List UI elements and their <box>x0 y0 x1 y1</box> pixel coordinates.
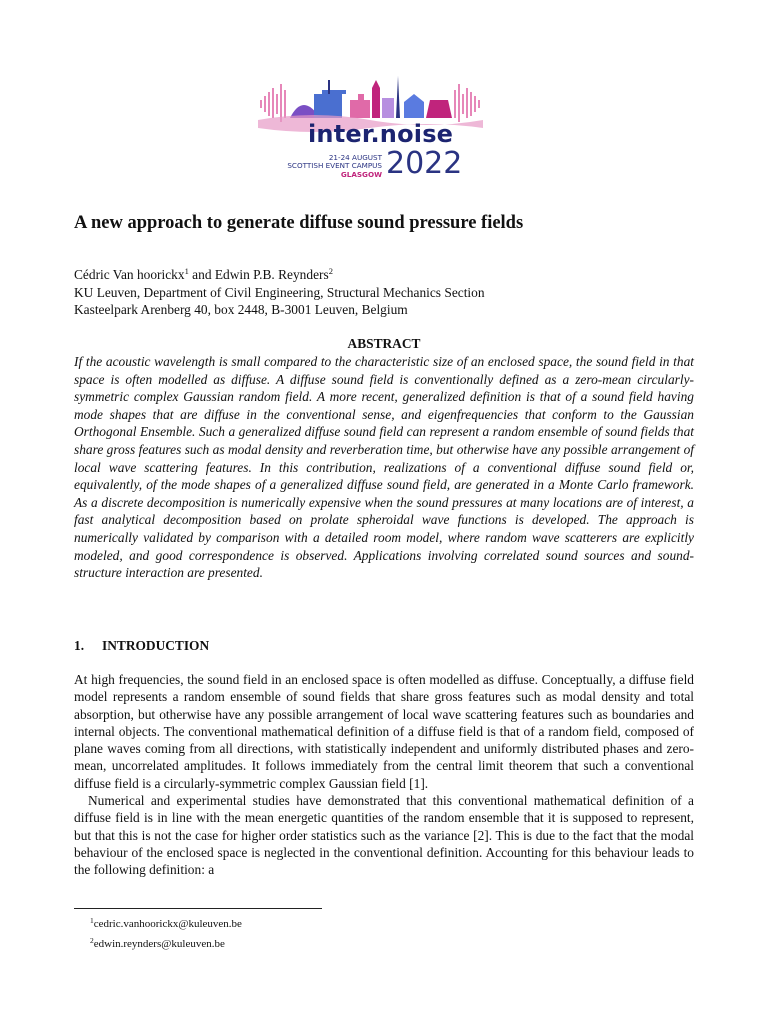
paragraph: Numerical and experimental studies have demonstrated that this conventional mathematical definition of a diffuse field is in line with the mean energetic quantities of the random ensemble that it is supposed to represent, but that this is not the case for higher order statistics such as the variance [2]. This is due to the fact that the modal behaviour of the enclosed space is neglected in the conventional definition. Accounting for this behaviour leads to the following definition: a <box>74 793 694 878</box>
footnote-divider <box>74 908 322 909</box>
logo-wordmark: inter.noise <box>308 120 454 148</box>
paragraph: At high frequencies, the sound field in an enclosed space is often modelled as diffuse. Conceptually, a diffuse field model represents a random ensemble of sound fields that share gross features such as modal density and total absorption, but otherwise have any possible arrangement of local wave scattering features such as boundaries and internal objects. The conventional mathematical definition of a diffuse field is that of a random field, composed of plane waves coming from all directions, with statistically independent and uniformly distributed phases and zero-mean, uncorrelated amplitudes. It follows immediately from the central limit theorem that such a conventional diffuse field is a circularly-symmetric complex Gaussian field [1]. <box>74 672 694 791</box>
author-line <box>74 266 714 284</box>
section-number: 1. <box>74 638 85 653</box>
author-block <box>74 266 714 319</box>
footnote-2-mark: 2 <box>90 936 94 945</box>
footnote-1 <box>90 914 242 934</box>
footnote-1-email[interactable]: cedric.vanhoorickx@kuleuven.be <box>93 918 242 930</box>
logo-event-info <box>278 154 382 179</box>
affiliation: KU Leuven, Department of Civil Engineering, Structural Mechanics Section <box>74 284 485 300</box>
author-1-footnote-mark: 1 <box>184 266 189 276</box>
introduction-body <box>74 671 694 879</box>
logo-city: GLASGOW <box>340 169 382 179</box>
author-2-footnote-mark: 2 <box>328 266 333 276</box>
address: Kasteelpark Arenberg 40, box 2448, B-3001 Leuven, Belgium <box>74 302 408 317</box>
logo-venue: SCOTTISH EVENT CAMPUS <box>287 161 382 171</box>
abstract-text: If the acoustic wavelength is small compared to the characteristic size of an enclosed space, the sound field in that space is often modelled as diffuse. A diffuse sound field is conventionally defined as a zero-mean circularly-symmetric complex Gaussian random field. A more recent, generalized definition is that of a sound field having mode shapes that are diffuse in the conventional sense, and eigenfrequencies that conform to the Gaussian Orthogonal Ensemble. Such a generalized diffuse sound field can represent a random ensemble of sound fields that share gross features such as modal density and reverberation time, but otherwise have any possible arrangement of local wave scattering features. In this contribution, realizations of a conventional diffuse sound field or, equivalently, of the mode shapes of a generalized diffuse sound field, are generated in a Monte Carlo framework. As a discrete decomposition is numerically expensive when the sound pressures at many locations are of interest, a fast analytical decomposition based on prolate spheroidal wave functions is developed. The approach is numerically validated by comparison with a detailed room model, where random wave scatterers are explicitly modeled, and good correspondence is observed. Applications involving correlated sound sources and sound-structure interaction are presented. <box>74 354 694 581</box>
paper-title: A new approach to generate diffuse sound pressure fields <box>74 213 524 233</box>
logo-year: 2022 <box>386 146 463 181</box>
abstract-heading: ABSTRACT <box>347 336 421 351</box>
section-title: INTRODUCTION <box>102 638 210 653</box>
conference-logo <box>258 70 483 182</box>
author-2-name: Edwin P.B. Reynders <box>214 267 329 282</box>
logo-dates: 21-24 AUGUST <box>328 153 382 162</box>
section-heading <box>74 638 209 654</box>
footnote-1-mark: 1 <box>90 916 94 925</box>
author-joiner: and <box>188 267 215 282</box>
footnote-2-email[interactable]: edwin.reynders@kuleuven.be <box>93 938 225 950</box>
footnotes <box>90 914 242 954</box>
author-1-name: Cédric Van hoorickx <box>74 267 185 282</box>
footnote-2 <box>90 934 242 954</box>
